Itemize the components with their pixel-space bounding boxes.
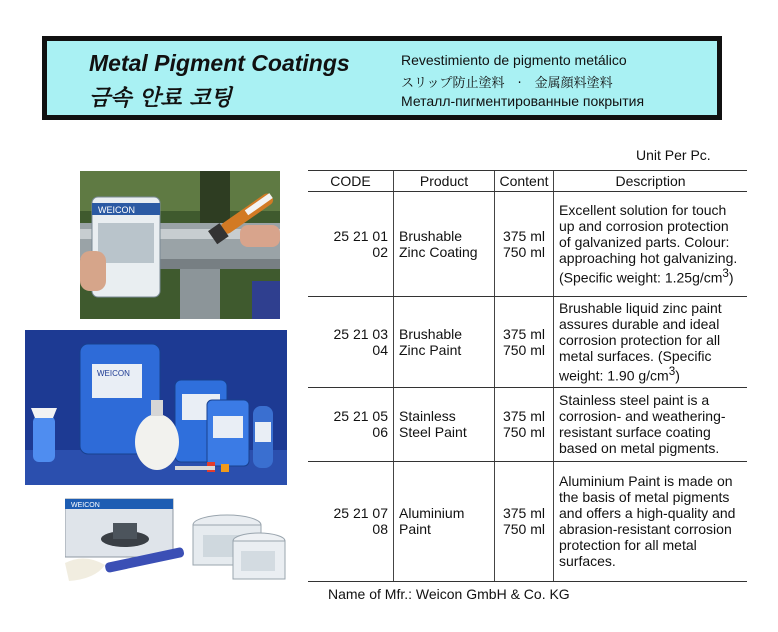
code-secondary: 02 <box>372 244 388 260</box>
code-primary: 25 21 07 <box>333 505 388 522</box>
header-code: CODE <box>308 171 394 192</box>
code-primary: 25 21 01 <box>333 228 388 244</box>
can-brand-text: WEICON <box>98 205 135 215</box>
product-name-line2: Paint <box>399 521 431 538</box>
code-primary: 25 21 05 <box>333 408 388 425</box>
content-large: 750 ml <box>502 244 546 260</box>
description-cell <box>554 192 748 297</box>
description-tail: ) <box>728 269 734 286</box>
code-secondary: 08 <box>372 521 388 538</box>
description-cell <box>554 297 748 388</box>
content-cell <box>495 387 554 461</box>
product-name-line1: Stainless <box>399 408 456 425</box>
manufacturer-name: Name of Mfr.: Weicon GmbH & Co. KG <box>328 586 570 602</box>
subtitle-japanese: スリップ防止塗料 · 金属顔料塗料 <box>401 76 613 91</box>
table-header-row <box>308 171 747 192</box>
description-text: Excellent solution for touch up and corrosion protection of galvanized parts. Colour: approaching hot galvanizing. (Specific weight: 1.25g/cm <box>559 202 738 286</box>
content-cell <box>495 461 554 581</box>
table-row <box>308 297 747 388</box>
product-cell <box>394 387 495 461</box>
product-name-line1: Brushable <box>399 228 463 244</box>
description-cell: Aluminium Paint is made on the basis of metal pigments and offers a high-quality and abrasion-resistant corrosion protection for all metal surfaces. <box>554 461 748 581</box>
product-cell <box>394 461 495 581</box>
content-large: 750 ml <box>502 521 546 538</box>
product-name-line1: Aluminium <box>399 505 465 522</box>
description-superscript: 3 <box>668 365 676 378</box>
code-secondary: 04 <box>372 341 388 358</box>
header-product: Product <box>394 171 495 192</box>
content-large: 750 ml <box>502 424 546 441</box>
subtitle-russian: Металл-пигментированные покрытия <box>401 93 645 109</box>
content-small: 375 ml <box>502 505 546 522</box>
code-cell <box>308 297 394 388</box>
table-row <box>308 461 747 581</box>
product-name-line2: Zinc Coating <box>399 244 478 260</box>
canister-brand-text: WEICON <box>97 369 130 378</box>
kit-brand-text: WEICON <box>71 502 100 509</box>
product-cell <box>394 192 495 297</box>
content-cell <box>495 192 554 297</box>
title-banner <box>42 36 722 120</box>
description-cell: Stainless steel paint is a corrosion- and weathering-resistant surface coating based on metal pigments. <box>554 387 748 461</box>
content-small: 375 ml <box>502 408 546 425</box>
code-secondary: 06 <box>372 424 388 441</box>
subtitle-spanish: Revestimiento de pigmento metálico <box>401 52 627 68</box>
code-cell <box>308 192 394 297</box>
code-cell <box>308 461 394 581</box>
content-cell <box>495 297 554 388</box>
description-tail: ) <box>675 367 680 384</box>
content-large: 750 ml <box>502 341 546 358</box>
title-korean: 금속 안료 코팅 <box>89 86 232 111</box>
code-cell <box>308 387 394 461</box>
canister-photo <box>25 330 287 485</box>
content-small: 375 ml <box>502 228 546 244</box>
unit-label: Unit Per Pc. <box>636 147 711 163</box>
product-name-line2: Zinc Paint <box>399 341 462 358</box>
product-cell <box>394 297 495 388</box>
brushing-photo <box>80 171 280 319</box>
description-superscript: 3 <box>722 267 729 281</box>
description-text: Brushable liquid zinc paint assures durable and ideal corrosion protection for all metal surfaces. (Specific weight: 1.90 g/cm <box>559 300 722 384</box>
content-small: 375 ml <box>502 325 546 342</box>
code-primary: 25 21 03 <box>333 325 388 342</box>
header-description: Description <box>554 171 748 192</box>
table-row <box>308 387 747 461</box>
product-name-line1: Brushable <box>399 325 463 342</box>
title-english: Metal Pigment Coatings <box>89 50 350 76</box>
kit-photo <box>65 493 287 583</box>
product-table <box>308 170 747 582</box>
product-name-line2: Steel Paint <box>399 424 467 441</box>
table-row <box>308 192 747 297</box>
header-content: Content <box>495 171 554 192</box>
